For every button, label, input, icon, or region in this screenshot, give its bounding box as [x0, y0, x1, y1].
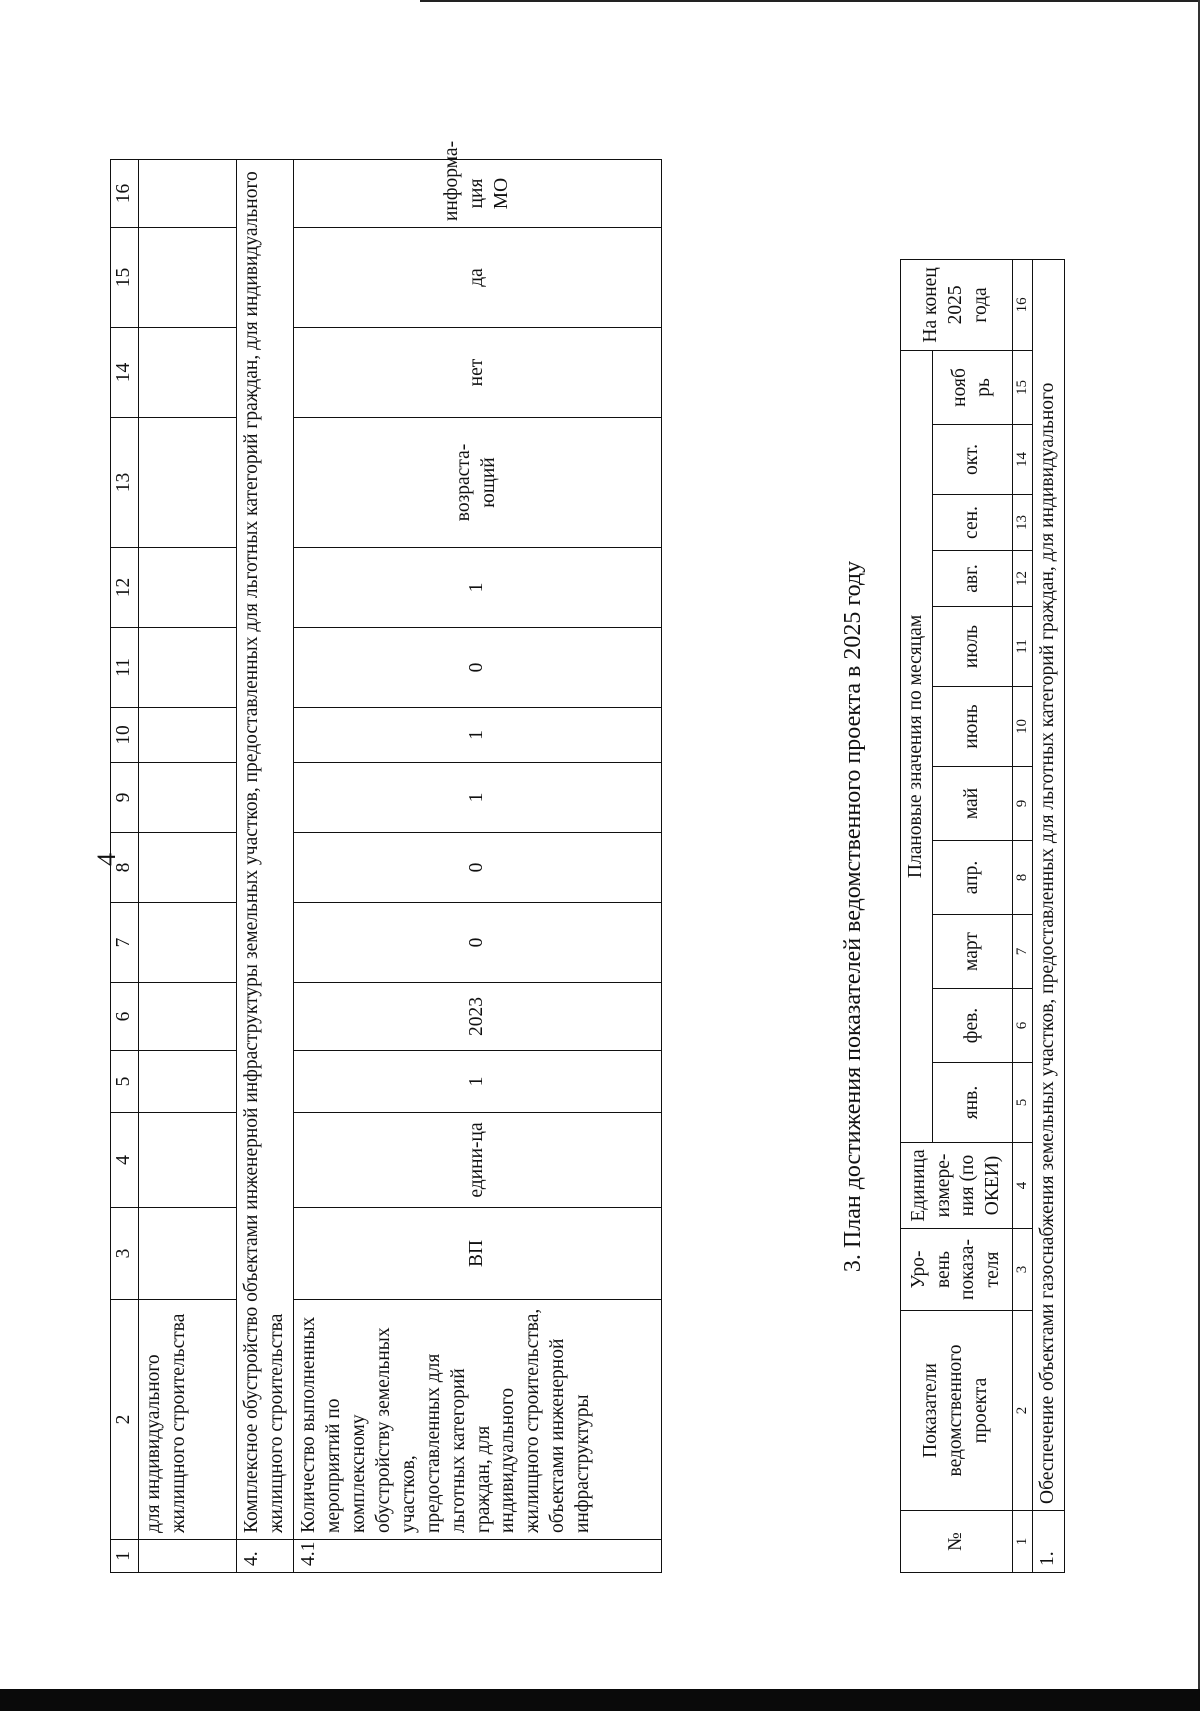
col-number: 6	[1012, 989, 1032, 1063]
value-cell: 1	[293, 763, 661, 833]
row-number	[138, 1540, 236, 1573]
col-number: 10	[111, 708, 139, 763]
data-source: информа-ция МО	[293, 160, 661, 228]
flag-cell: нет	[293, 328, 661, 418]
month-cell: июнь	[932, 687, 1012, 767]
month-cell: янв.	[932, 1063, 1012, 1143]
month-cell: нояб рь	[932, 350, 1012, 424]
column-number-row	[1012, 259, 1032, 1572]
empty-cell	[138, 160, 236, 228]
table-row	[293, 160, 661, 1573]
empty-cell	[138, 418, 236, 548]
col-number: 15	[1012, 350, 1032, 424]
value-cell: 0	[293, 903, 661, 983]
col-number: 2	[111, 1300, 139, 1540]
col-number: 14	[1012, 425, 1032, 495]
empty-cell	[138, 983, 236, 1051]
value-cell: 1	[293, 548, 661, 628]
column-number-row	[111, 160, 139, 1573]
col-number: 12	[111, 548, 139, 628]
empty-cell	[138, 763, 236, 833]
empty-cell	[138, 228, 236, 328]
trend: возраста-ющий	[293, 418, 661, 548]
section-heading: 3. План достижения показателей ведомственного проекта в 2025 году	[840, 560, 866, 1273]
col-number: 8	[1012, 841, 1032, 915]
col-number: 7	[111, 903, 139, 983]
col-number: 11	[111, 628, 139, 708]
col-number: 4	[111, 1113, 139, 1208]
empty-cell	[138, 328, 236, 418]
col-number: 3	[111, 1208, 139, 1300]
col-number: 4	[1012, 1143, 1032, 1229]
col-number: 8	[111, 833, 139, 903]
section-title: Комплексное обустройство объектами инженерной инфраструктуры земельных участков, предоставленных для льготных категорий граждан, для индивидуального жилищного строительства	[236, 160, 293, 1540]
col-number: 1	[111, 1540, 139, 1573]
col-number: 15	[111, 228, 139, 328]
indicator-name: Количество выполненных мероприятий по комплексному обустройству земельных участков, предоставленных для льготных категорий граждан, для индивидуального жилищного строительства, объектами инженерной инфраструктуры	[293, 1300, 661, 1540]
indicators-table	[110, 140, 662, 1573]
value-cell: 0	[293, 833, 661, 903]
col-number: 1	[1012, 1511, 1032, 1573]
indicator-name: для индивидуального жилищного строительства	[138, 1300, 236, 1540]
flag-cell: да	[293, 228, 661, 328]
empty-cell	[138, 833, 236, 903]
plan-header: Плановые значения по месяцам	[901, 350, 933, 1142]
month-cell: май	[932, 767, 1012, 841]
col-number: 5	[1012, 1063, 1032, 1143]
section-title: Обеспечение объектами газоснабжения земельных участков, предоставленных для льготных категорий граждан, для индивидуального	[1033, 259, 1065, 1510]
col-number: 5	[111, 1051, 139, 1113]
col-number: 13	[111, 418, 139, 548]
col-number: 3	[1012, 1229, 1032, 1311]
month-cell: фев.	[932, 989, 1012, 1063]
table-row	[1033, 259, 1065, 1572]
month-cell: апр.	[932, 841, 1012, 915]
empty-cell	[138, 1113, 236, 1208]
section-number: 4.	[236, 1540, 293, 1573]
month-cell: авг.	[932, 551, 1012, 607]
okei-code: 1	[293, 1051, 661, 1113]
value-cell: 1	[293, 708, 661, 763]
row-number: 1.	[1033, 1511, 1065, 1573]
section-row	[236, 160, 293, 1573]
col-number: 12	[1012, 551, 1032, 607]
col-number: 14	[111, 328, 139, 418]
empty-cell	[138, 1051, 236, 1113]
col-number: 16	[1012, 259, 1032, 350]
month-cell: июль	[932, 607, 1012, 687]
page-number: 4	[92, 853, 121, 866]
col-number: 7	[1012, 915, 1032, 989]
col-number: 2	[1012, 1311, 1032, 1511]
col-number: 10	[1012, 687, 1032, 767]
num-header: №	[901, 1511, 1013, 1573]
month-cell: окт.	[932, 425, 1012, 495]
unit-header: Единица измере-ния (по ОКЕИ)	[901, 1143, 1013, 1229]
col-number: 11	[1012, 607, 1032, 687]
empty-cell	[138, 628, 236, 708]
col-number: 16	[111, 160, 139, 228]
year-end-header: На конец 2025 года	[901, 259, 1013, 350]
empty-cell	[138, 903, 236, 983]
month-cell: сен.	[932, 495, 1012, 551]
empty-cell	[138, 548, 236, 628]
indicator-level: ВП	[293, 1208, 661, 1300]
col-number: 9	[1012, 767, 1032, 841]
continuation-row	[138, 160, 236, 1573]
plan-header-row-1	[901, 259, 933, 1572]
empty-cell	[138, 708, 236, 763]
base-year: 2023	[293, 983, 661, 1051]
plan-table	[900, 259, 1065, 1573]
col-number: 9	[111, 763, 139, 833]
empty-cell	[138, 1208, 236, 1300]
indicators-header: Показатели ведомственного проекта	[901, 1311, 1013, 1511]
unit: едини-ца	[293, 1113, 661, 1208]
month-cell: март	[932, 915, 1012, 989]
level-header: Уро-вень показа-теля	[901, 1229, 1013, 1311]
row-number: 4.1	[293, 1540, 661, 1573]
value-cell: 0	[293, 628, 661, 708]
col-number: 6	[111, 983, 139, 1051]
col-number: 13	[1012, 495, 1032, 551]
